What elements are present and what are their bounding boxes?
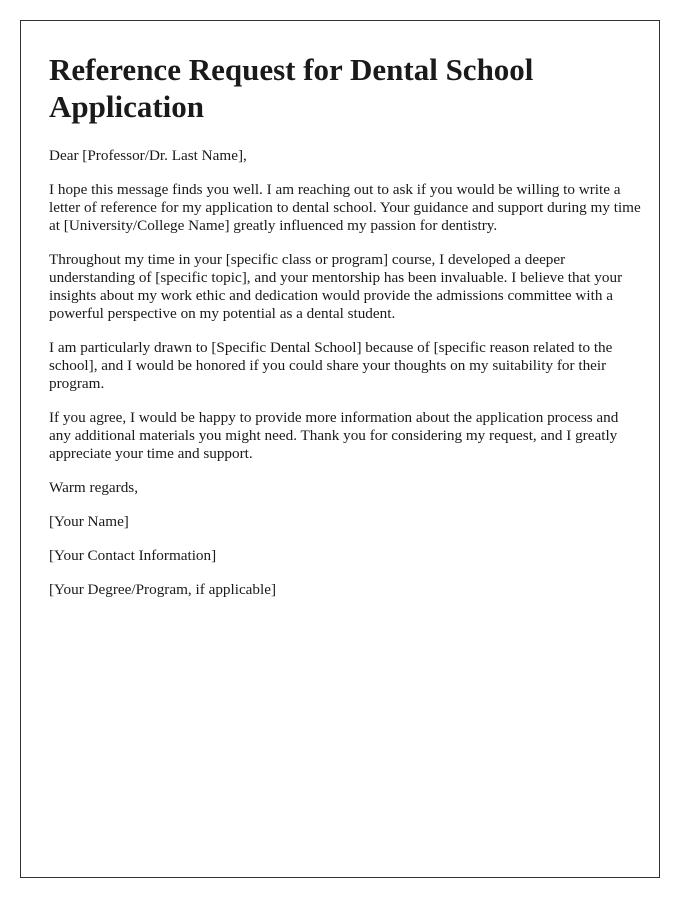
- signature-contact: [Your Contact Information]: [49, 547, 217, 564]
- signature-name: [Your Name]: [49, 513, 129, 530]
- salutation: Dear [Professor/Dr. Last Name],: [49, 147, 247, 164]
- letter-page: [20, 20, 660, 878]
- body-paragraph-4: If you agree, I would be happy to provide more information about the application process and any additional materials you might need. Thank you for considering my request, and I greatly appreciate your time and support.: [49, 409, 619, 462]
- body-paragraph-3: I am particularly drawn to [Specific Dental School] because of [specific reason related to the school], and I would be honored if you could share your thoughts on my suitability for their program.: [49, 339, 613, 392]
- body-paragraph-1: I hope this message finds you well. I am reaching out to ask if you would be willing to write a letter of reference for my application to dental school. Your guidance and support during my time at [University/College Name] greatly influenced my passion for dentistry.: [49, 181, 641, 234]
- closing: Warm regards,: [49, 479, 139, 496]
- body-paragraph-2: Throughout my time in your [specific class or program] course, I developed a deeper understanding of [specific topic], and your mentorship has been invaluable. I believe that your insights about my work ethic and dedication would provide the admissions committee with a powerful perspective on my potential as a dental student.: [49, 251, 623, 322]
- signature-degree: [Your Degree/Program, if applicable]: [49, 581, 277, 598]
- letter-content: [49, 51, 641, 615]
- letter-title: Reference Request for Dental School Application: [49, 52, 534, 124]
